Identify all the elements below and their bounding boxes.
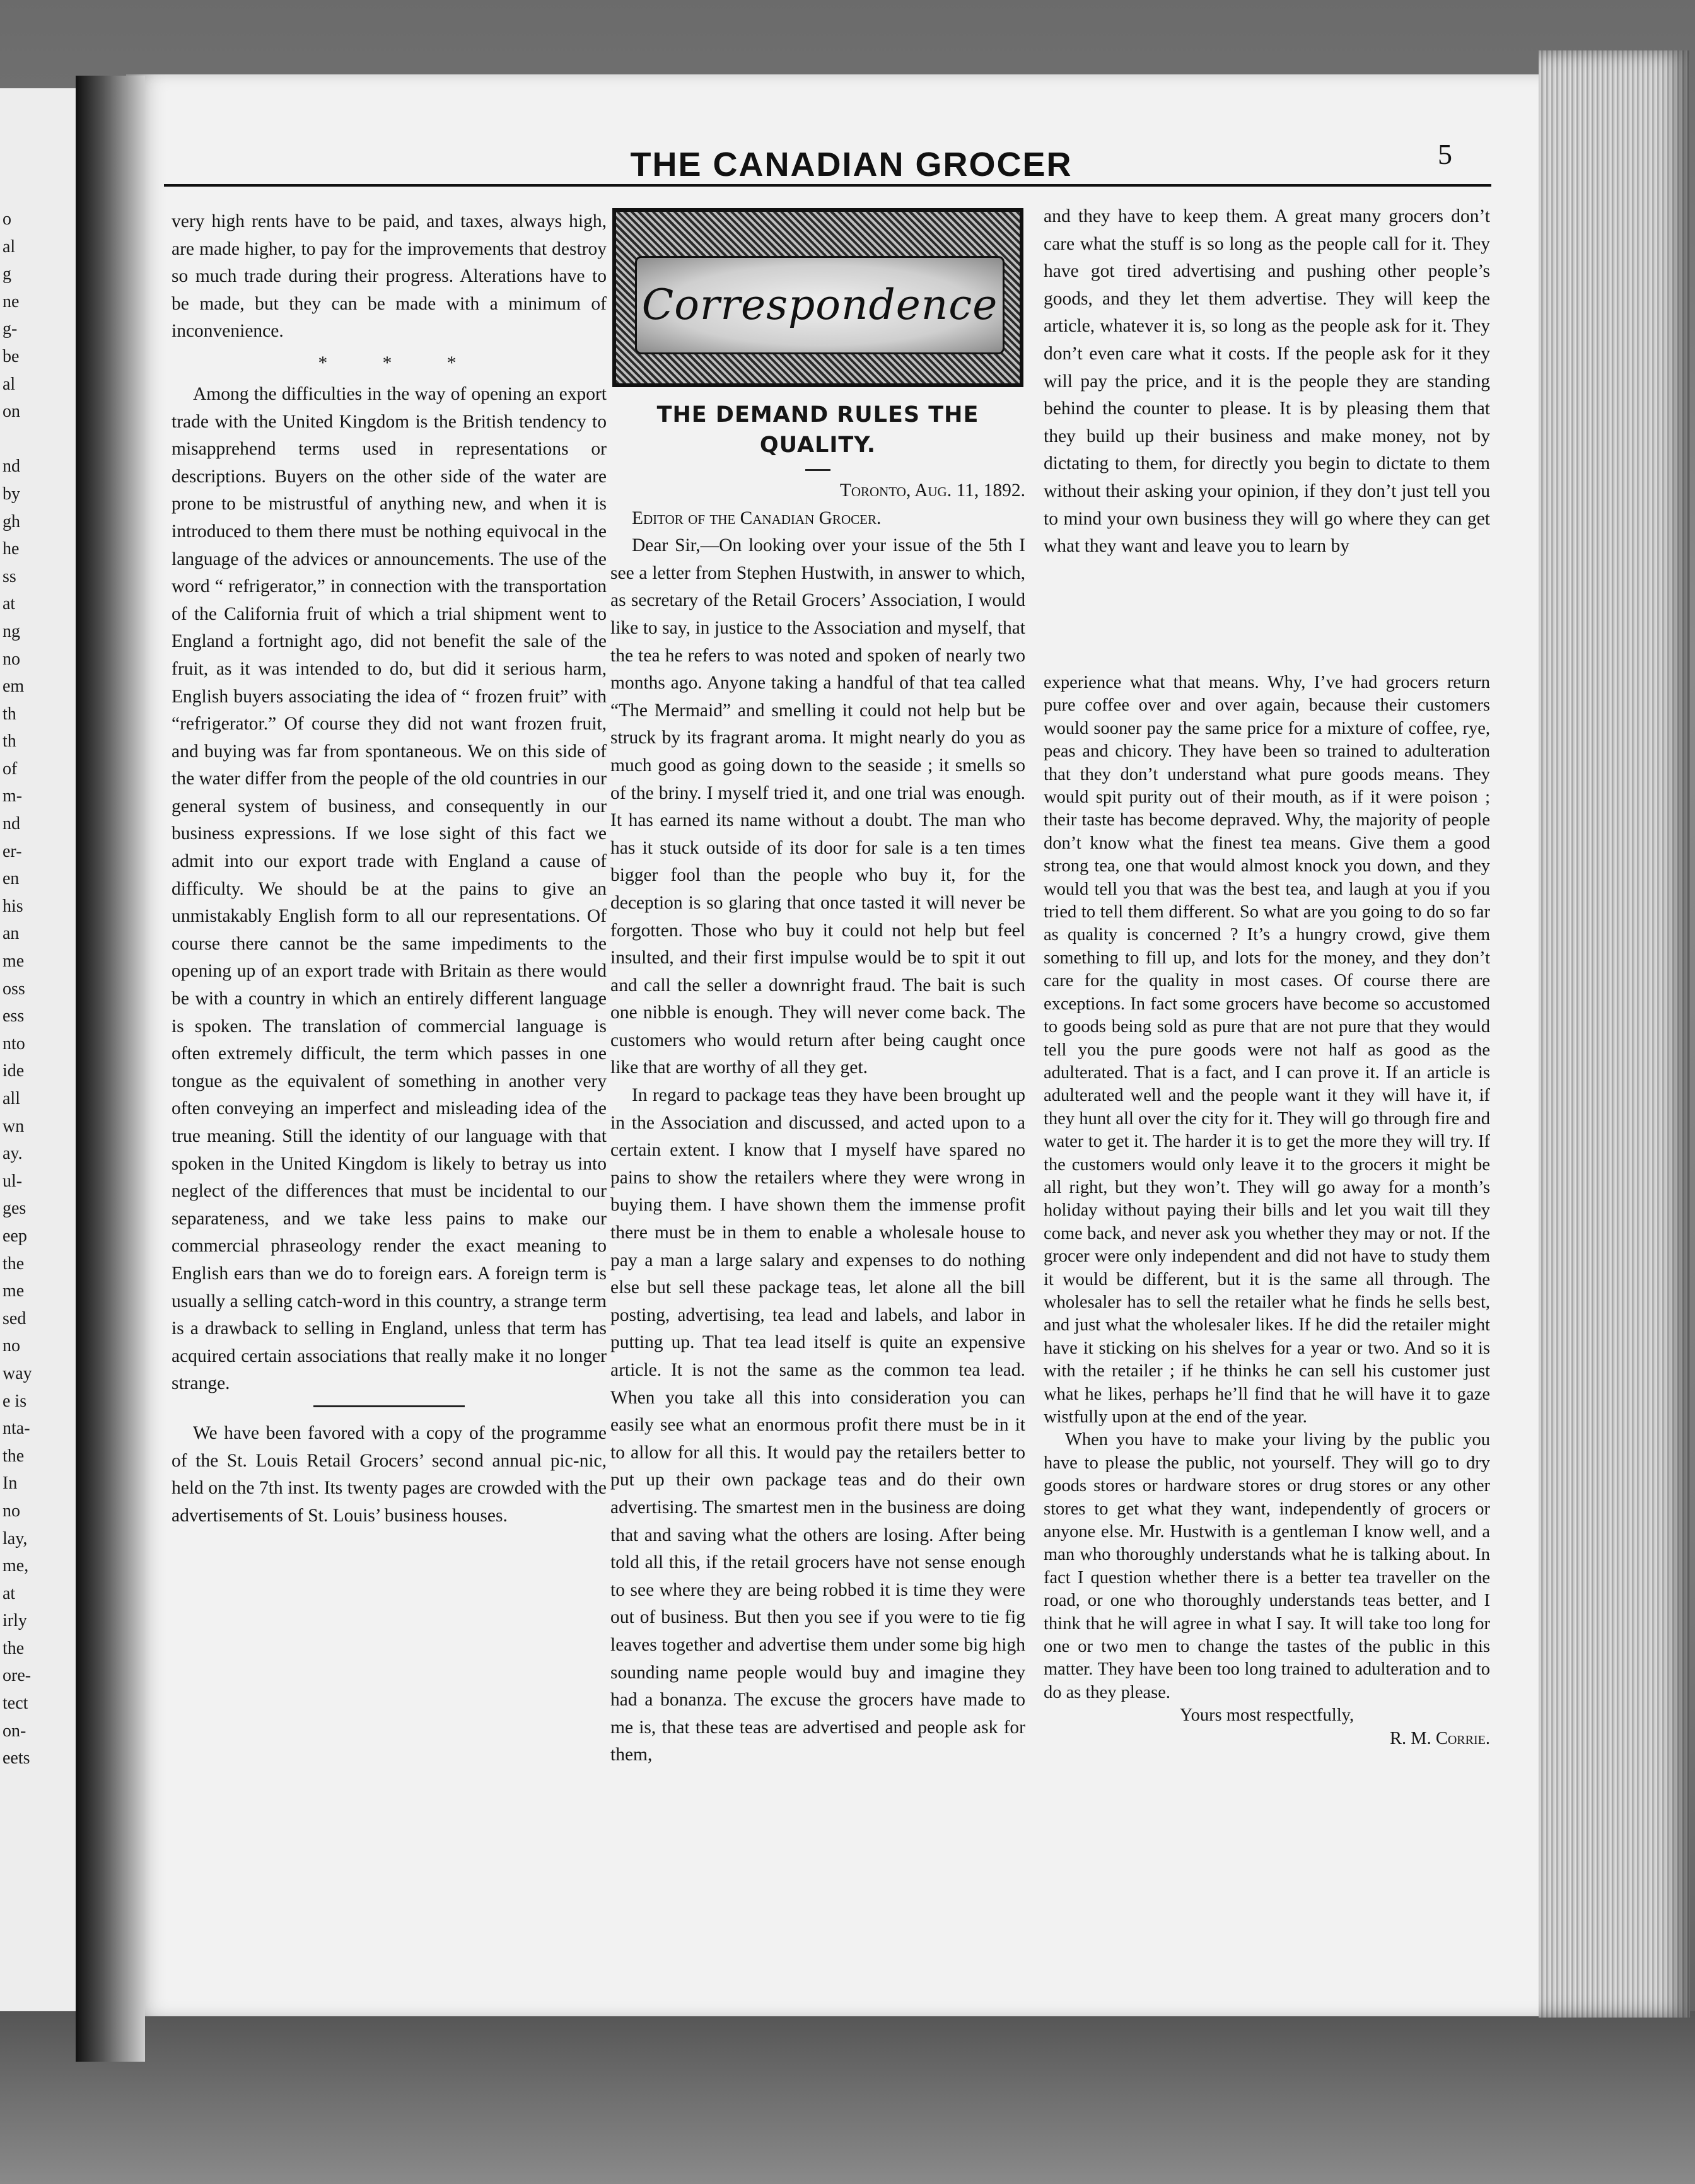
left-fragment: tect [3, 1693, 28, 1714]
col3-paragraph-1: and they have to keep them. A great many grocers don’t care what the stuff is so long as the people call for it. They have got tired advertising and pushing other people’s goods, and they let them advertise. They will keep the article, whatever it is, so long as the people ask for it. They don’t even care what it costs. If the people ask for it they will pay the price, and it is the people they are standing behind the counter to please. It is by pleasing them that they build up their business and make money, not by dictating to them, for directly you begin to dictate to them without their asking your opinion, if they don’t just tell you to mind your own business they will go where they can get what they want and leave you to learn by [1044, 206, 1490, 557]
left-fragment: me [3, 951, 25, 972]
title-rule [805, 469, 830, 471]
left-fragment: e is [3, 1391, 27, 1411]
section-stars: * * * [318, 352, 482, 373]
col1-paragraph-1: very high rents have to be paid, and taxes, always high, are made higher, to pay for the improvements that destroy so much trade during their progress. Alterations have to be made, but they can be made with a minimum of inconvenience. [172, 211, 607, 342]
col1-paragraph-3: We have been favored with a copy of the programme of the St. Louis Retail Grocers’ second annual pic-nic, held on the 7th inst. Its twenty pages are crowded with the advertisements of St. Louis’ business houses. [172, 1422, 607, 1526]
left-fragment: th [3, 704, 16, 724]
left-fragment: no [3, 1501, 20, 1521]
left-fragment: he [3, 539, 20, 559]
column-3 [1044, 203, 1490, 561]
left-fragment: lay, [3, 1528, 28, 1548]
col1-paragraph-2: Among the difficulties in the way of opening an export trade with the United Kingdom is the British tendency to misapprehend terms used in representations or descriptions. Buyers on the other side of the water are prone to be mistrustful of anything new, and when it is introduced to them there must be nothing equivocal in the language of the advices or announcements. The use of the word “ refrigerator,” in connection with the transportation of the California fruit of which a trial shipment went to England a fortnight ago, did not benefit the sale of the fruit, as it was intended to do, but did it serious harm, English buyers associating the idea of “ frozen fruit” with “refrigerator.” Of course they did not want frozen fruit, and buying was far from spontaneous. We on this side of the water differ from the people of the old countries in our general system of business, and consequently in our business expressions. If we lose sight of this fact we admit into our export trade with England a cause of difficulty. We should be at the pains to give an unmistakably English form to all our representations. Of course there cannot be the same impediments to the opening up of an export trade with Britain as there would be with a country in which an entirely different language is spoken. The translation of commercial language is often extremely difficult, the term which passes in one tongue as the equivalent of something in another very often conveying an imperfect and misleading idea of the true meaning. Still the identity of our language with that spoken in the United Kingdom is likely to betray us into neglect of the differences that must be incidental to our separateness, and we take less pains to make our commercial phraseology render the exact meaning to English ears than we do to foreign ears. A foreign term is usually a selling catch-word in this country, a strange term is a drawback to selling in England, unless that term has acquired certain associations that really make it no longer strange. [172, 383, 607, 1394]
left-fragment: oss [3, 979, 25, 999]
left-fragment: no [3, 649, 20, 669]
left-fragment: ide [3, 1061, 25, 1081]
left-fragment: way [3, 1363, 32, 1383]
col3-paragraph-1b: experience what that means. Why, I’ve had grocers return pure coffee over and over again, because their customers would sooner pay the same price for a mixture of coffee, rye, peas and chicory. They have been so trained to adulteration that they don’t understand what pure goods means. They would spit purity out of their mouth, as if it were poison ; their taste has become depraved. Why, the majority of people don’t know what the finest tea means. Give them a good strong tea, one that would almost knock you down, and they would tell you that was the best tea, and laugh at you if you tried to tell them different. So what are you going to do so far as quality is concerned ? It’s a hungry crowd, give them something to fill up, and lots for the money, and they don’t care for the quality in most cases. Of course there are exceptions. In fact some grocers have become so accustomed to goods being sold as pure that are not pure that they would tell you the pure goods were not half as good as the adulterated. That is a fact, and I can prove it. If an article is adulterated well and the people want it they will have it, if they hunt all over the city for it. They will go through fire and water to get it. The harder it is to get the more they will try. If the customers would only leave it to the grocers it might be all right, but they won’t. They will go away for a month’s holiday without paying their bills and let you wait till they come back, and never ask you whether they may or not. If the grocer were only independent and did not have to study them it would be different, but it is the same all through. The wholesaler has to sell the retailer what he finds he sells best, and just what the wholesaler likes. If he did the retailer might have it sticking on his shelves for a year or two. And so it is with the retailer ; if he thinks he can sell his customer just what he likes, perhaps he’ll find that he will have it to gaze wistfully upon at the end of the year. [1044, 673, 1490, 1427]
left-fragment: g- [3, 319, 18, 339]
col3-paragraph-2: When you have to make your living by the public you have to please the public, not yourself. They will go to dry goods stores or hardware stores or drug stores or any other stores to get what they want, independently of grocers or anyone else. Mr. Hustwith is a gentleman I know well, and a man who thoroughly understands what he is talking about. In fact I question whether there is a better tea traveller on the road, or one who thoroughly understands teas better, and I think that he will agree in what I say. It will take too long for one or two men to change the tastes of the public in this matter. They have been too long trained to adulteration and to do as they please. [1044, 1430, 1490, 1702]
masthead: THE CANADIAN GROCER [630, 146, 1073, 183]
addressee: Editor of the Canadian Grocer. [632, 508, 882, 528]
left-fragment: me [3, 1281, 25, 1301]
column-3-continued [1044, 671, 1490, 1750]
correspondence-banner [612, 208, 1023, 387]
header-rule [164, 184, 1491, 187]
left-fragment: no [3, 1336, 20, 1356]
left-fragment: ss [3, 566, 16, 586]
col2-paragraph-1: Dear Sir,—On looking over your issue of the 5th I see a letter from Stephen Hustwith, in answer to which, as secretary of the Retail Grocers’ Association, I would like to say, in justice to the Association and myself, that the tea he refers to was noted and spoken of nearly two months ago. Anyone taking a handful of that tea called “The Mermaid” and smelling it could not help but be struck by its fragrant aroma. It might nearly do you as much good as going down to the seaside ; it smells so of the briny. I myself tried it, and one trial was enough. It has earned its name without a doubt. The man who has it stuck outside of its door for sale is a ten times bigger fool than the people who buy it, for the deception is so glaring that once tasted it will never be forgotten. Those who buy it could not help but feel insulted, and their first impulse would be to spit it out and call the seller a downright fraud. The bait is such one nibble is enough. They will never come back. The customers who would return after being caught once like that are worthy of all they get. [610, 535, 1025, 1078]
left-fragment: ore- [3, 1666, 32, 1686]
left-fragment: al [3, 236, 16, 257]
left-fragment: the [3, 1638, 25, 1658]
signature: R. M. Corrie. [1390, 1728, 1490, 1748]
column-1 [172, 208, 607, 1530]
left-fragment: all [3, 1089, 20, 1108]
left-fragment: nd [3, 814, 20, 834]
left-fragment: er- [3, 841, 22, 861]
left-fragment: the [3, 1253, 25, 1274]
left-fragment: sed [3, 1308, 26, 1328]
left-fragment: nd [3, 456, 20, 477]
left-fragment: ne [3, 291, 20, 311]
left-fragment: gh [3, 511, 20, 531]
left-fragment: eep [3, 1226, 27, 1246]
book-gutter [76, 76, 145, 2062]
left-fragment: em [3, 677, 25, 697]
left-fragment: on- [3, 1721, 26, 1741]
left-fragment: ess [3, 1006, 25, 1026]
banner-title: Correspondence [641, 281, 998, 330]
left-fragment: on [3, 402, 20, 422]
left-fragment: ay. [3, 1144, 23, 1164]
left-fragment: th [3, 731, 16, 752]
left-fragment: at [3, 594, 16, 614]
left-fragment: nto [3, 1033, 25, 1054]
left-fragment: irly [3, 1611, 27, 1631]
left-fragment: m- [3, 786, 23, 806]
left-fragment: In [3, 1473, 18, 1494]
left-fragment: at [3, 1583, 16, 1603]
left-fragment: ges [3, 1199, 26, 1219]
banner-plate [635, 256, 1005, 354]
left-fragment: o [3, 209, 11, 229]
left-fragment: eets [3, 1748, 30, 1769]
left-fragment: the [3, 1446, 25, 1466]
article-title [610, 400, 1025, 460]
left-fragment: nta- [3, 1419, 30, 1439]
article-title-line-2: QUALITY. [759, 433, 877, 458]
section-rule [313, 1405, 465, 1407]
left-fragment: me, [3, 1556, 29, 1576]
left-fragment: en [3, 869, 20, 889]
left-fragment: g [3, 264, 11, 284]
book-bottom-shadow [0, 2011, 1695, 2184]
column-2 [610, 208, 1025, 1769]
left-fragment: wn [3, 1116, 25, 1136]
left-fragment: an [3, 924, 20, 944]
left-fragment: be [3, 346, 20, 366]
page-edges [1539, 50, 1690, 2018]
signoff: Yours most respectfully, [1179, 1705, 1354, 1726]
article-title-line-1: THE DEMAND RULES THE [656, 402, 979, 427]
left-fragment: his [3, 896, 23, 916]
page-number: 5 [1438, 138, 1452, 170]
left-fragment: ul- [3, 1171, 23, 1191]
col2-paragraph-2: In regard to package teas they have been brought up in the Association and discussed, and acted upon to a certain extent. I know that I myself have spared no pains to show the retailers where they were wrong in buying them. I have shown them the immense profit there must be in them to enable a wholesale house to pay a man a large salary and expenses to do nothing else but sell these package teas, let alone all the bill posting, advertising, tea lead and labels, and labor in putting up. That tea lead itself is quite an expensive article. It is not the same as the common tea lead. When you take all this into consideration you can easily see what an enormous profit there must be in it to allow for all this. It would pay the retailers better to put up their own package teas and do their own advertising. The smartest men in the business are doing that and saving what the others are losing. After being told all this, if the retail grocers have not sense enough to see where they are being robbed it is time they were out of business. But then you see if you were to tie fig leaves together and advertise them under some big high sounding name people would buy and imagine they had a bonanza. The excuse the grocers have made to me is, that these teas are advertised and people ask for them, [610, 1085, 1025, 1765]
dateline: Toronto, Aug. 11, 1892. [839, 480, 1025, 501]
left-fragment: al [3, 374, 16, 394]
left-fragment: by [3, 484, 20, 504]
left-fragment: ng [3, 621, 20, 641]
left-fragment: of [3, 758, 18, 779]
